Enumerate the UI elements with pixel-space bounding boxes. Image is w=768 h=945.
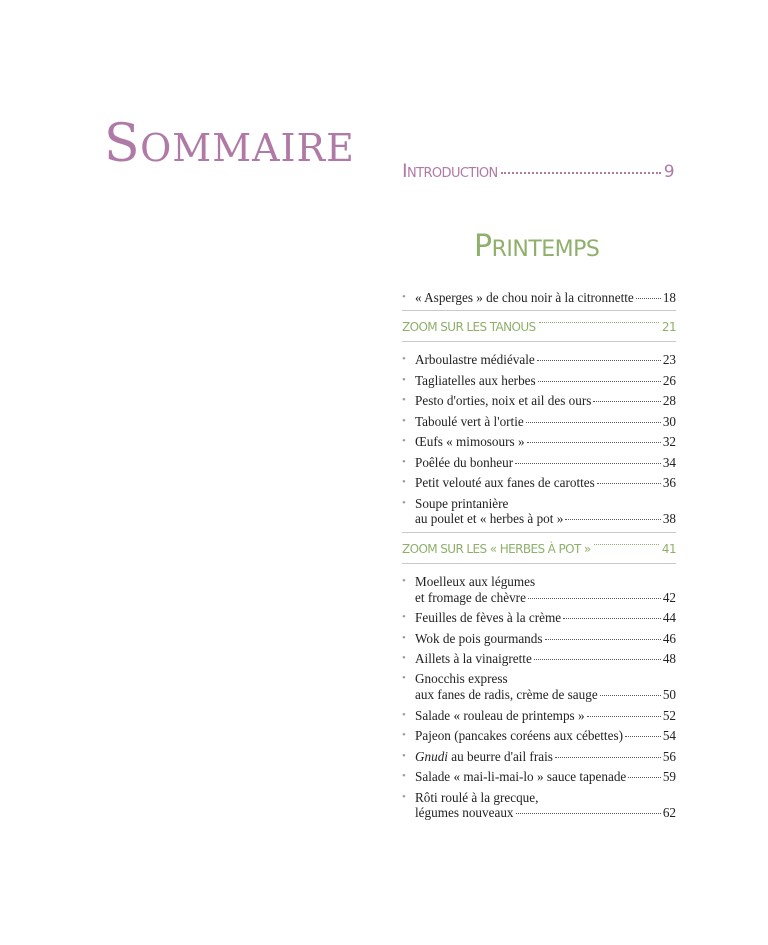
bullet-icon: • bbox=[402, 291, 406, 303]
entry-line bbox=[415, 290, 676, 306]
entry-page-number: 50 bbox=[662, 687, 676, 703]
entry-title-text: Œufs « mimosours » bbox=[415, 434, 525, 450]
entry-title bbox=[415, 671, 508, 687]
intro-rest: NTRODUCTION bbox=[407, 166, 498, 181]
entry-page-number: 44 bbox=[662, 610, 676, 626]
toc-entry[interactable] bbox=[402, 373, 676, 389]
bullet-icon: • bbox=[402, 373, 406, 386]
entry-line bbox=[415, 790, 676, 806]
table-of-contents bbox=[402, 290, 676, 826]
entry-title bbox=[415, 511, 563, 527]
entry-line bbox=[415, 590, 676, 606]
leader-dots bbox=[600, 695, 661, 696]
page-title bbox=[104, 114, 355, 174]
entry-title bbox=[415, 290, 634, 306]
bullet-icon: • bbox=[402, 611, 406, 624]
toc-entry[interactable] bbox=[402, 434, 676, 450]
leader-dots bbox=[545, 639, 661, 640]
entry-line bbox=[415, 805, 676, 821]
entry-title-text: Feuilles de fèves à la crème bbox=[415, 610, 562, 626]
leader-dots bbox=[587, 716, 661, 717]
entry-title bbox=[415, 790, 538, 806]
toc-entry[interactable] bbox=[402, 574, 676, 605]
entry-title-text: Pajeon (pancakes coréens aux cébettes) bbox=[415, 728, 623, 744]
entry-title-text: Gnocchis express bbox=[415, 671, 508, 687]
entry-line bbox=[415, 728, 676, 744]
entry-line bbox=[415, 749, 676, 765]
bullet-icon: • bbox=[402, 652, 406, 664]
intro-page: 9 bbox=[663, 162, 674, 182]
entry-line bbox=[415, 574, 676, 590]
entry-line bbox=[415, 455, 676, 471]
leader-dots bbox=[555, 757, 661, 758]
entry-title-text: et fromage de chèvre bbox=[415, 589, 526, 605]
intro-label bbox=[402, 160, 498, 182]
entry-title bbox=[415, 590, 526, 606]
toc-group-c bbox=[402, 574, 676, 821]
entry-title-text: Petit velouté aux fanes de carottes bbox=[415, 475, 595, 491]
entry-title-text: Wok de pois gourmands bbox=[415, 630, 543, 646]
entry-title-text: au beurre d'ail frais bbox=[447, 748, 553, 764]
entry-page-number: 26 bbox=[662, 372, 676, 388]
bullet-icon: • bbox=[402, 631, 406, 644]
entry-title-text: légumes nouveaux bbox=[415, 805, 514, 821]
leader-dots bbox=[538, 381, 661, 382]
section-title-printemps bbox=[474, 229, 600, 264]
entry-title-text: Tagliatelles aux herbes bbox=[415, 372, 536, 388]
entry-title bbox=[415, 352, 535, 368]
leader-dots bbox=[534, 659, 661, 660]
toc-group-a bbox=[402, 290, 676, 306]
entry-title-text: Moelleux aux légumes bbox=[415, 573, 536, 589]
bullet-icon: • bbox=[402, 455, 406, 468]
entry-title bbox=[415, 414, 524, 430]
bullet-icon: • bbox=[402, 476, 406, 489]
entry-line bbox=[415, 496, 676, 512]
entry-page-number: 32 bbox=[662, 434, 676, 450]
entry-title-text: Salade « rouleau de printemps » bbox=[415, 707, 585, 723]
entry-title-text: Pesto d'orties, noix et ail des ours bbox=[415, 393, 592, 409]
toc-group-b bbox=[402, 352, 676, 527]
toc-entry[interactable] bbox=[402, 393, 676, 409]
toc-zoom-tanous[interactable] bbox=[402, 310, 676, 342]
entry-line bbox=[415, 687, 676, 703]
entry-page-number: 59 bbox=[662, 769, 676, 785]
bullet-icon: • bbox=[402, 353, 406, 366]
intro-leader-dots bbox=[501, 172, 661, 174]
leader-dots bbox=[516, 813, 661, 814]
entry-page-number: 42 bbox=[662, 589, 676, 605]
leader-dots bbox=[515, 463, 661, 464]
entry-line bbox=[415, 434, 676, 450]
entry-line bbox=[415, 393, 676, 409]
zoom-herbes-leader-dots bbox=[594, 544, 659, 545]
zoom-tanous-page: 21 bbox=[661, 320, 676, 335]
zoom-tanous-label: ZOOM SUR LES TANOUS bbox=[402, 320, 536, 335]
intro-initial: I bbox=[402, 160, 408, 182]
section-title-rest: RINTEMPS bbox=[491, 237, 600, 262]
entry-page-number: 38 bbox=[662, 511, 676, 527]
leader-dots bbox=[563, 618, 661, 619]
toc-entry[interactable] bbox=[402, 455, 676, 471]
entry-page-number: 28 bbox=[662, 393, 676, 409]
bullet-icon: • bbox=[402, 574, 406, 587]
entry-title-text: Soupe printanière bbox=[415, 495, 509, 511]
toc-entry[interactable] bbox=[402, 414, 676, 430]
entry-title-text: Aillets à la vinaigrette bbox=[415, 651, 532, 666]
entry-line bbox=[415, 671, 676, 687]
bullet-icon: • bbox=[402, 729, 406, 742]
page-title-initial: S bbox=[104, 114, 141, 174]
leader-dots bbox=[597, 483, 661, 484]
zoom-herbes-label: ZOOM SUR LES « HERBES À POT » bbox=[402, 541, 591, 556]
entry-page-number: 23 bbox=[662, 352, 676, 368]
toc-entry[interactable] bbox=[402, 790, 676, 821]
toc-entry[interactable] bbox=[402, 631, 676, 647]
entry-title bbox=[415, 651, 532, 667]
entry-title bbox=[415, 475, 595, 491]
bullet-icon: • bbox=[402, 708, 406, 721]
entry-title-text: Rôti roulé à la grecque, bbox=[415, 789, 539, 805]
leader-dots bbox=[565, 519, 660, 520]
entry-line bbox=[415, 511, 676, 527]
entry-line bbox=[415, 708, 676, 724]
leader-dots bbox=[593, 401, 660, 402]
toc-entry[interactable] bbox=[402, 769, 676, 785]
leader-dots bbox=[526, 422, 661, 423]
bullet-icon: • bbox=[402, 414, 406, 427]
entry-page-number: 52 bbox=[662, 707, 676, 723]
entry-title-italic: Gnudi bbox=[415, 748, 448, 764]
bullet-icon: • bbox=[402, 435, 406, 448]
entry-title bbox=[415, 708, 585, 724]
entry-page-number: 36 bbox=[662, 475, 676, 491]
bullet-icon: • bbox=[402, 672, 406, 685]
entry-title bbox=[415, 805, 514, 821]
entry-title-text: Arboulastre médiévale bbox=[415, 352, 535, 368]
zoom-tanous-leader-dots bbox=[539, 322, 659, 323]
leader-dots bbox=[625, 736, 661, 737]
entry-title bbox=[415, 393, 591, 409]
entry-line bbox=[415, 769, 676, 785]
entry-title bbox=[415, 434, 525, 450]
entry-line bbox=[415, 475, 676, 491]
entry-title bbox=[415, 631, 543, 647]
toc-entry[interactable] bbox=[402, 728, 676, 744]
page-title-rest: OMMAIRE bbox=[140, 126, 355, 170]
entry-title bbox=[415, 687, 598, 703]
entry-line bbox=[415, 352, 676, 368]
entry-line bbox=[415, 414, 676, 430]
entry-title bbox=[415, 769, 626, 785]
entry-title-text: Taboulé vert à l'ortie bbox=[415, 413, 524, 429]
entry-title-text: au poulet et « herbes à pot » bbox=[415, 511, 564, 527]
entry-title-text: aux fanes de radis, crème de sauge bbox=[415, 687, 598, 703]
leader-dots bbox=[528, 598, 661, 599]
entry-page-number: 56 bbox=[662, 748, 676, 764]
toc-zoom-herbes-a-pot[interactable] bbox=[402, 532, 676, 564]
entry-title-text: « Asperges » de chou noir à la citronnette bbox=[415, 290, 634, 305]
toc-entry[interactable] bbox=[402, 290, 676, 306]
entry-title bbox=[415, 610, 561, 626]
toc-entry[interactable] bbox=[402, 475, 676, 491]
entry-title bbox=[415, 373, 536, 389]
entry-page-number: 34 bbox=[662, 454, 676, 470]
entry-line bbox=[415, 651, 676, 667]
entry-page-number: 18 bbox=[662, 290, 676, 305]
bullet-icon: • bbox=[402, 790, 406, 803]
toc-entry[interactable] bbox=[402, 496, 676, 527]
leader-dots bbox=[527, 442, 661, 443]
toc-introduction[interactable] bbox=[402, 160, 674, 182]
entry-title bbox=[415, 574, 535, 590]
bullet-icon: • bbox=[402, 394, 406, 407]
entry-line bbox=[415, 631, 676, 647]
toc-entry[interactable] bbox=[402, 749, 676, 765]
entry-page-number: 48 bbox=[662, 651, 676, 666]
entry-page-number: 46 bbox=[662, 630, 676, 646]
entry-page-number: 54 bbox=[662, 728, 676, 744]
entry-title-text: Poêlée du bonheur bbox=[415, 454, 514, 470]
bullet-icon: • bbox=[402, 496, 406, 509]
toc-entry[interactable] bbox=[402, 651, 676, 667]
bullet-icon: • bbox=[402, 770, 406, 783]
entry-page-number: 62 bbox=[662, 805, 676, 821]
bullet-icon: • bbox=[402, 749, 406, 762]
zoom-herbes-page: 41 bbox=[661, 541, 676, 556]
toc-entry[interactable] bbox=[402, 352, 676, 368]
entry-title bbox=[415, 749, 553, 765]
entry-line bbox=[415, 373, 676, 389]
entry-page-number: 30 bbox=[662, 413, 676, 429]
leader-dots bbox=[628, 777, 661, 778]
entry-title bbox=[415, 728, 623, 744]
leader-dots bbox=[636, 298, 661, 299]
section-title-initial: P bbox=[474, 229, 492, 264]
leader-dots bbox=[537, 360, 661, 361]
toc-entry[interactable] bbox=[402, 610, 676, 626]
toc-entry[interactable] bbox=[402, 708, 676, 724]
entry-title-text: Salade « mai-li-mai-lo » sauce tapenade bbox=[415, 769, 627, 785]
entry-title bbox=[415, 496, 508, 512]
toc-entry[interactable] bbox=[402, 671, 676, 702]
entry-line bbox=[415, 610, 676, 626]
entry-title bbox=[415, 455, 513, 471]
